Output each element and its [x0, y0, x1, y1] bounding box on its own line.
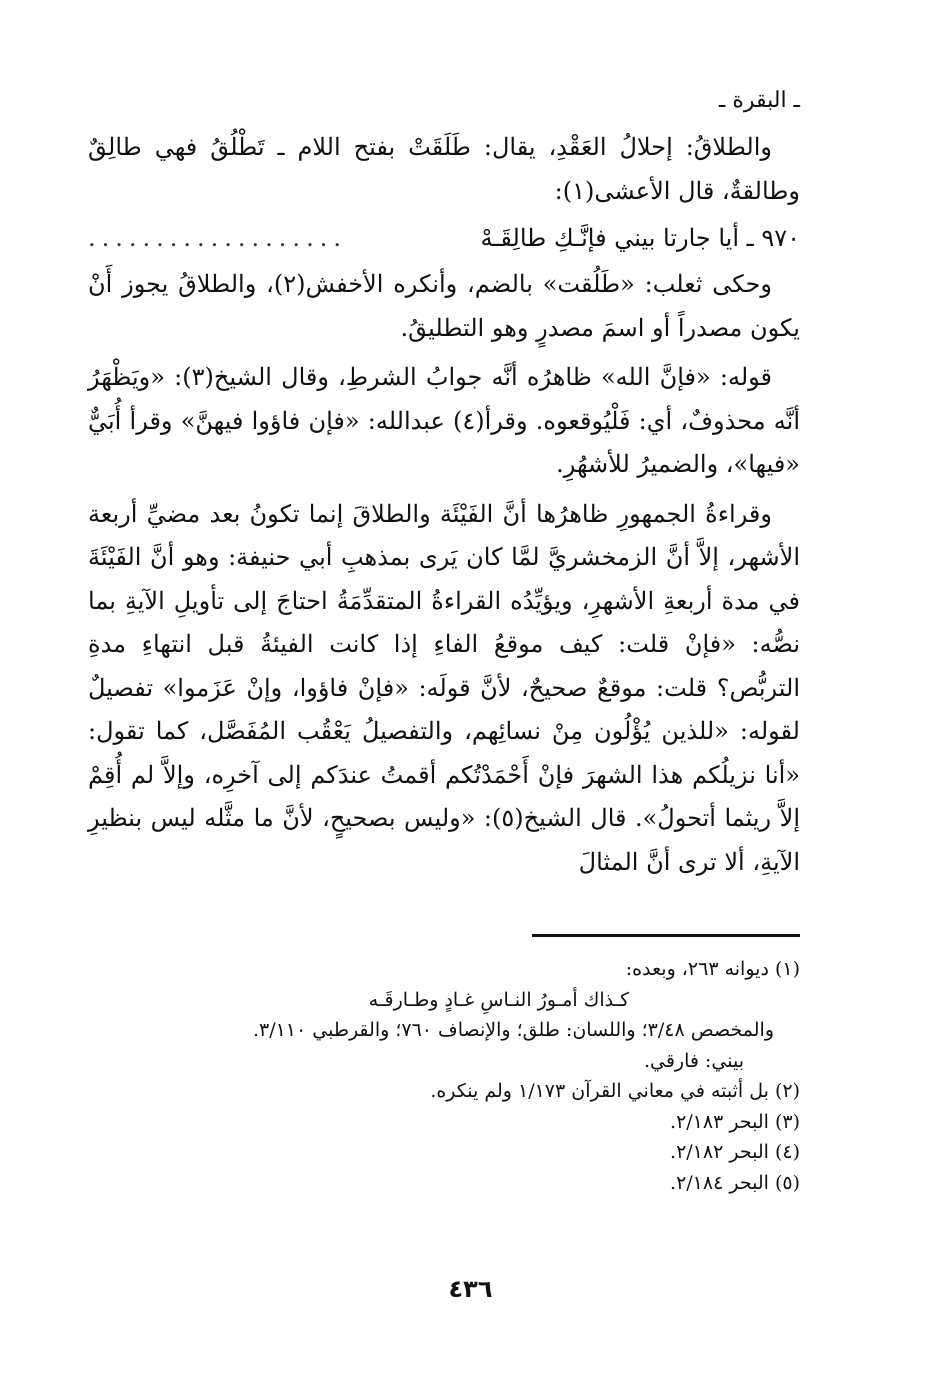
verse-text: ٩٧٠ ـ أيا جارتا بيني فإنَّـكِ طالِقَـهْ	[480, 224, 800, 252]
footnote-1-verse: كـذاك أمـورُ النـاسِ غـادٍ وطـارقَـه	[368, 988, 630, 1011]
running-header	[88, 86, 800, 116]
surah-title: ـ البقرة ـ	[718, 88, 800, 113]
footnotes	[88, 954, 800, 1198]
paragraph-2: وحكى ثعلب: «طَلُقت» بالضم، وأنكره الأخفش(٢)، والطلاقُ يجوز أَنْ يكون مصدراً أو اسمَ مصدرٍ وهو التطليقُ.	[88, 270, 800, 342]
poetry-verse	[88, 213, 800, 263]
main-text	[88, 126, 800, 884]
paragraph-3: قوله: «فإنَّ الله» ظاهرُه أنَّه جوابُ الشرطِ، وقال الشيخ(٣): «ويَظْهَرُ أنَّه محذوفٌ، أي: فَلْيُوقعوه. وقرأ(٤) عبدالله: «فإن فاؤوا فيهنَّ» وقرأ أُبَيٌّ «فيها»، والضميرُ للأشهُرِ.	[88, 363, 800, 478]
footnote-1-sources: والمخصص ٣/٤٨؛ واللسان: طلق؛ والإنصاف ٧٦٠؛ والقرطبي ٣/١١٠.	[252, 1019, 774, 1041]
footnote-5: (٥) البحر ٢/١٨٤.	[670, 1171, 800, 1194]
page-number: ٤٣٦	[448, 1275, 493, 1303]
paragraph-4: وقراءةُ الجمهورِ ظاهرُها أنَّ الفَيْئَة والطلاقَ إنما تكونُ بعد مضيِّ أربعة الأشهر، إلاَّ أنَّ الزمخشريَّ لمَّا كان يَرى بمذهبِ أبي حنيفة: وهو أنَّ الفَيْئَةَ في مدة أربعةِ الأشهرِ، ويؤيِّدُه القراءةُ المتقدِّمَةُ احتاجَ إلى تأويلِ الآيةِ بما نصُّه: «فإنْ قلت: كيف موقعُ الفاءِ إذا كانت الفيئةُ قبل انتهاءِ مدةِ التربُّص؟ قلت: موقعٌ صحيحٌ، لأنَّ قولَه: «فإنْ فاؤوا، وإنْ عَزَموا» تفصيلٌ لقوله: «للذين يُؤْلُون مِنْ نسائِهم، والتفصيلُ يَعْقُب المُفَصَّل، كما تقول: «أنا نزيلُكم هذا الشهرَ فإنْ أَحْمَدْتُكم أقمتُ عندَكم إلى آخرِه، وإلاَّ لم أُقِمْ إلاَّ ريثما أتحولُ». قال الشيخ(٥): «وليس بصحيحٍ، لأنَّ ما مثَّله ليس بنظيرِ الآيةِ، ألا ترى أنَّ المثالَ	[88, 499, 801, 876]
footnote-2: (٢) بل أثبته في معاني القرآن ١/١٧٣ ولم ينكره.	[430, 1080, 800, 1102]
footnote-1-gloss: بيني: فارقي.	[643, 1049, 744, 1072]
footnote-3: (٣) البحر ٢/١٨٣.	[670, 1110, 800, 1133]
paragraph-1: والطلاقُ: إحلالُ العَقْدِ، يقال: طَلَقَتْ بفتح اللام ـ تَطْلُقُ فهي طالِقٌ وطالقةٌ، قال الأعشى(١):	[88, 133, 800, 205]
verse-dots: ...................	[88, 224, 347, 252]
footnote-4: (٤) البحر ٢/١٨٢.	[670, 1141, 800, 1163]
footnote-1: (١) ديوانه ٢٦٣، وبعده:	[625, 958, 800, 980]
footnote-divider	[532, 934, 800, 937]
